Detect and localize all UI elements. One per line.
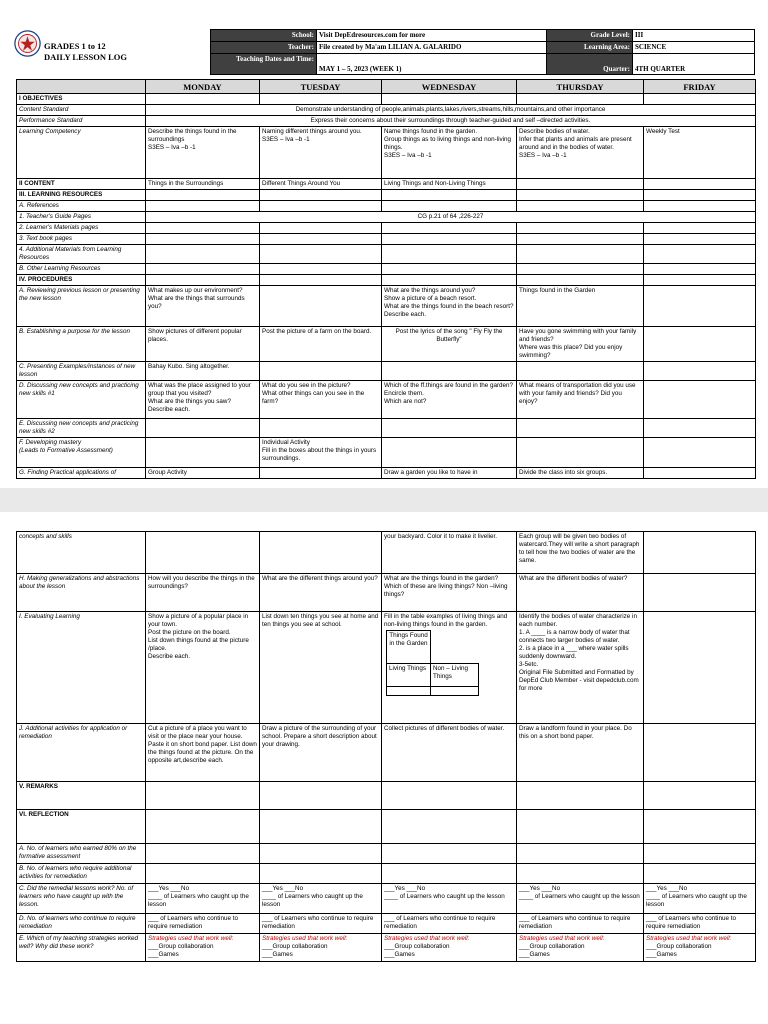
day-monday: MONDAY bbox=[146, 80, 260, 94]
lm-pages-row bbox=[17, 223, 756, 234]
refl-d-label: D. No. of learners who continue to require remediation bbox=[17, 914, 146, 934]
proc-e-label: E. Discussing new concepts and practicing new skills #2 bbox=[17, 419, 146, 438]
section-procedures: IV. PROCEDURES bbox=[17, 275, 146, 286]
quarter-label: Quarter: bbox=[547, 54, 633, 75]
refl-e-thursday bbox=[517, 934, 644, 962]
section-resources: III. LEARNING RESOURCES bbox=[17, 190, 146, 201]
proc-f-monday bbox=[146, 438, 260, 468]
proc-i-tuesday: List down ten things you see at home and ten things you see at school. bbox=[260, 612, 382, 724]
proc-g-cont-thursday: Each group will be given two bodies of watercard.They will write a short paragraph to tell how the two bodies of water are the same. bbox=[517, 532, 644, 574]
resources-row bbox=[17, 190, 756, 201]
proc-d-monday: What was the place assigned to your group that you visited? What are the things you saw? Describe each. bbox=[146, 381, 260, 419]
proc-a-label: A. Reviewing previous lesson or presenting the new lesson bbox=[17, 286, 146, 327]
competency-monday: Describe the things found in the surroundings S3ES – Iva –b -1 bbox=[146, 127, 260, 179]
proc-c-row bbox=[17, 362, 756, 381]
competency-wednesday: Name things found in the garden. Group things as to living things and non-living things. S3ES – Iva –b -1 bbox=[382, 127, 517, 179]
page-1 bbox=[0, 0, 768, 488]
refl-e-monday-strategies: Strategies used that work well: bbox=[148, 935, 234, 942]
refl-d-friday: ___ of Learners who continue to require remediation bbox=[644, 914, 756, 934]
proc-h-monday: How will you describe the things in the surroundings? bbox=[146, 574, 260, 612]
proc-d-tuesday: What do you see in the picture? What other things can you see in the farm? bbox=[260, 381, 382, 419]
proc-j-tuesday: Draw a picture of the surrounding of your school. Prepare a short description about your drawing. bbox=[260, 724, 382, 782]
garden-table-nonliving: Non – Living Things bbox=[431, 664, 479, 687]
refl-c-friday: ___Yes ___No ____ of Learners who caught up the lesson bbox=[644, 884, 756, 914]
page-2 bbox=[0, 512, 768, 1024]
tg-pages-label: 1. Teacher's Guide Pages bbox=[17, 212, 146, 223]
proc-f-row bbox=[17, 438, 756, 468]
content-tuesday: Different Things Around You bbox=[260, 179, 382, 190]
refl-b-label: B. No. of learners who require additional activities for remediation bbox=[17, 864, 146, 884]
proc-i-thursday: Identify the bodies of water characterize in each number. 1. A ____ is a narrow body of water that connects two larger bodies of water. 2. is a place in a ___ where water spills suddenly downward. 3-5etc. Original File Submitted and Formatted by DepEd Club Member - visit depedclub.com for more bbox=[517, 612, 644, 724]
dll-title bbox=[44, 41, 127, 63]
section-content: II CONTENT bbox=[17, 179, 146, 190]
day-tuesday: TUESDAY bbox=[260, 80, 382, 94]
area-value: SCIENCE bbox=[633, 42, 755, 54]
corner-cell bbox=[17, 80, 146, 94]
refl-d-wednesday: ___ of Learners who continue to require remediation bbox=[382, 914, 517, 934]
proc-h-label: H. Making generalizations and abstractions about the lesson bbox=[17, 574, 146, 612]
refl-e-label: E. Which of my teaching strategies worked well? Why did these work? bbox=[17, 934, 146, 962]
procedures-row bbox=[17, 275, 756, 286]
refl-e-tuesday-strategies: Strategies used that work well: bbox=[262, 935, 348, 942]
content-friday bbox=[644, 179, 756, 190]
proc-g-monday: Group Activity bbox=[146, 468, 260, 479]
day-friday: FRIDAY bbox=[644, 80, 756, 94]
proc-a-friday bbox=[644, 286, 756, 327]
school-label: School: bbox=[211, 30, 317, 42]
proc-j-monday: Cut a picture of a place you want to visit or the place near your house. Paste it on short bond paper. List down the things found at the picture. On the opposite art,describe each. bbox=[146, 724, 260, 782]
proc-b-thursday: Have you gone swimming with your family and friends? Where was this place? Did you enjoy swimming? bbox=[517, 327, 644, 362]
references-label: A. References bbox=[17, 201, 146, 212]
proc-i-wednesday bbox=[382, 612, 517, 724]
proc-g-friday bbox=[644, 468, 756, 479]
proc-j-row bbox=[17, 724, 756, 782]
proc-a-thursday: Things found in the Garden bbox=[517, 286, 644, 327]
proc-b-row bbox=[17, 327, 756, 362]
refl-e-monday-options: ___Group collaboration ___Games bbox=[148, 943, 214, 958]
section-remarks: V. REMARKS bbox=[17, 782, 146, 810]
refl-c-label: C. Did the remedial lessons work? No. of learners who have caught up with the lesson. bbox=[17, 884, 146, 914]
proc-j-friday bbox=[644, 724, 756, 782]
references-row bbox=[17, 201, 756, 212]
refl-a-row bbox=[17, 844, 756, 864]
proc-i-label: I. Evaluating Learning bbox=[17, 612, 146, 724]
lesson-log-table-2 bbox=[16, 531, 756, 962]
quarter-value: 4TH QUARTER bbox=[633, 54, 755, 75]
day-header-row bbox=[17, 80, 756, 94]
proc-c-wednesday bbox=[382, 362, 517, 381]
competency-row bbox=[17, 127, 756, 179]
grade-label: Grade Level: bbox=[547, 30, 633, 42]
proc-f-label: F. Developing mastery (Leads to Formative Assessment) bbox=[17, 438, 146, 468]
grade-value: III bbox=[633, 30, 755, 42]
lm-pages-label: 2. Learner's Materials pages bbox=[17, 223, 146, 234]
refl-a-label: A. No. of learners who earned 80% on the formative assessment bbox=[17, 844, 146, 864]
performance-standard-value: Express their concerns about their surroundings through teacher-guided and self –directed activities. bbox=[146, 116, 756, 127]
garden-table-living: Living Things bbox=[387, 664, 431, 687]
section-reflection: VI. REFLECTION bbox=[17, 810, 146, 844]
proc-d-row bbox=[17, 381, 756, 419]
lesson-log-table-1 bbox=[16, 79, 756, 479]
dll-header bbox=[14, 29, 754, 73]
proc-g-thursday: Divide the class into six groups. bbox=[517, 468, 644, 479]
refl-d-monday: ___ of Learners who continue to require remediation bbox=[146, 914, 260, 934]
proc-h-wednesday: What are the things found in the garden? Which of these are living things? Non –living things? bbox=[382, 574, 517, 612]
other-resources-row bbox=[17, 264, 756, 275]
proc-c-friday bbox=[644, 362, 756, 381]
proc-g-cont-row bbox=[17, 532, 756, 574]
remarks-row bbox=[17, 782, 756, 810]
competency-label: Learning Competency bbox=[17, 127, 146, 179]
refl-d-tuesday: ___ of Learners who continue to require remediation bbox=[260, 914, 382, 934]
textbook-pages-row bbox=[17, 234, 756, 245]
refl-c-wednesday: ___Yes ___No ____ of Learners who caught up the lesson bbox=[382, 884, 517, 914]
refl-e-tuesday bbox=[260, 934, 382, 962]
refl-e-friday bbox=[644, 934, 756, 962]
reflection-row bbox=[17, 810, 756, 844]
additional-materials-label: 4. Additional Materials from Learning Resources bbox=[17, 245, 146, 264]
proc-g-tuesday bbox=[260, 468, 382, 479]
proc-d-thursday: What means of transportation did you use with your family and friends? Did you enjoy? bbox=[517, 381, 644, 419]
performance-standard-label: Performance Standard bbox=[17, 116, 146, 127]
additional-materials-row bbox=[17, 245, 756, 264]
proc-g-cont-wednesday: your backyard. Color it to make it livelier. bbox=[382, 532, 517, 574]
proc-c-label: C. Presenting Examples/instances of new lesson bbox=[17, 362, 146, 381]
deped-seal-icon bbox=[14, 30, 41, 57]
proc-b-label: B. Establishing a purpose for the lesson bbox=[17, 327, 146, 362]
proc-a-row bbox=[17, 286, 756, 327]
proc-c-monday: Bahay Kubo. Sing altogether. bbox=[146, 362, 260, 381]
proc-g-cont-tuesday bbox=[260, 532, 382, 574]
refl-c-monday: ___Yes ___No ____ of Learners who caught up the lesson bbox=[146, 884, 260, 914]
proc-f-thursday bbox=[517, 438, 644, 468]
proc-i-monday: Show a picture of a popular place in your town. Post the picture on the board. List down things found at the picture /place. Describe each. bbox=[146, 612, 260, 724]
refl-b-row bbox=[17, 864, 756, 884]
content-row bbox=[17, 179, 756, 190]
competency-thursday: Describe bodies of water. Infer that plants and animals are present around and in the bodies of water. S3ES – Iva –b -1 bbox=[517, 127, 644, 179]
refl-d-row bbox=[17, 914, 756, 934]
refl-e-tuesday-options: ___Group collaboration ___Games bbox=[262, 943, 328, 958]
proc-g-cont-label: concepts and skills bbox=[17, 532, 146, 574]
day-thursday: THURSDAY bbox=[517, 80, 644, 94]
tg-pages-value: CG p.21 of 64 ,226-227 bbox=[146, 212, 756, 223]
proc-b-wednesday: Post the lyrics of the song " Fly Fly the Butterfly" bbox=[382, 327, 517, 362]
proc-j-thursday: Draw a landform found in your place. Do this on a short bond paper. bbox=[517, 724, 644, 782]
dates-label: Teaching Dates and Time: bbox=[211, 54, 317, 75]
refl-e-thursday-options: ___Group collaboration ___Games bbox=[519, 943, 585, 958]
proc-g-cont-friday bbox=[644, 532, 756, 574]
content-standard-label: Content Standard bbox=[17, 105, 146, 116]
dates-value: MAY 1 – 5, 2023 (WEEK 1) bbox=[317, 54, 547, 75]
title-line1: GRADES 1 to 12 bbox=[44, 41, 106, 51]
content-thursday bbox=[517, 179, 644, 190]
proc-e-row bbox=[17, 419, 756, 438]
content-standard-value: Demonstrate understanding of people,animals,plants,lakes,rivers,streams,hills,mountains,and other importance bbox=[146, 105, 756, 116]
school-value: Visit DepEdresources.com for more bbox=[317, 30, 547, 42]
proc-h-thursday: What are the different bodies of water? bbox=[517, 574, 644, 612]
proc-d-friday bbox=[644, 381, 756, 419]
proc-h-friday bbox=[644, 574, 756, 612]
content-wednesday: Living Things and Non-Living Things bbox=[382, 179, 517, 190]
competency-tuesday: Naming different things around you. S3ES – Iva –b -1 bbox=[260, 127, 382, 179]
proc-i-row bbox=[17, 612, 756, 724]
garden-table-title: Things Found in the Garden bbox=[387, 631, 431, 664]
proc-f-wednesday bbox=[382, 438, 517, 468]
proc-a-monday: What makes up our environment? What are the things that surrounds you? bbox=[146, 286, 260, 327]
proc-d-wednesday: Which of the ff.things are found in the garden?Encircle them. Which are not? bbox=[382, 381, 517, 419]
proc-h-tuesday: What are the different things around you? bbox=[260, 574, 382, 612]
proc-d-label: D. Discussing new concepts and practicing new skills #1 bbox=[17, 381, 146, 419]
refl-e-thursday-strategies: Strategies used that work well: bbox=[519, 935, 605, 942]
proc-j-wednesday: Collect pictures of different bodies of water. bbox=[382, 724, 517, 782]
other-resources-label: B. Other Learning Resources bbox=[17, 264, 146, 275]
proc-j-label: J. Additional activities for application or remediation bbox=[17, 724, 146, 782]
title-line2: DAILY LESSON LOG bbox=[44, 52, 127, 62]
refl-d-thursday: ___ of Learners who continue to require remediation bbox=[517, 914, 644, 934]
refl-e-friday-options: ___Group collaboration ___Games bbox=[646, 943, 712, 958]
tg-pages-row bbox=[17, 212, 756, 223]
objectives-row bbox=[17, 94, 756, 105]
proc-c-tuesday bbox=[260, 362, 382, 381]
textbook-pages-label: 3. Text book pages bbox=[17, 234, 146, 245]
proc-a-tuesday bbox=[260, 286, 382, 327]
day-wednesday: WEDNESDAY bbox=[382, 80, 517, 94]
proc-g-wednesday: Draw a garden you like to have in bbox=[382, 468, 517, 479]
refl-c-row bbox=[17, 884, 756, 914]
proc-g-row bbox=[17, 468, 756, 479]
proc-g-cont-monday bbox=[146, 532, 260, 574]
proc-g-label: G. Finding Practical applications of bbox=[17, 468, 146, 479]
refl-e-row bbox=[17, 934, 756, 962]
section-objectives: I OBJECTIVES bbox=[17, 94, 146, 105]
teacher-label: Teacher: bbox=[211, 42, 317, 54]
refl-e-wednesday-options: ___Group collaboration ___Games bbox=[384, 943, 450, 958]
content-standard-row bbox=[17, 105, 756, 116]
area-label: Learning Area: bbox=[547, 42, 633, 54]
proc-b-monday: Show pictures of different popular places. bbox=[146, 327, 260, 362]
proc-h-row bbox=[17, 574, 756, 612]
proc-f-tuesday: Individual Activity Fill in the boxes about the things in yours surroundings. bbox=[260, 438, 382, 468]
refl-c-thursday: ___Yes ___No ____ of Learners who caught up the lesson bbox=[517, 884, 644, 914]
performance-standard-row bbox=[17, 116, 756, 127]
header-info-table bbox=[210, 29, 755, 75]
refl-e-wednesday bbox=[382, 934, 517, 962]
refl-e-wednesday-strategies: Strategies used that work well: bbox=[384, 935, 470, 942]
proc-b-friday bbox=[644, 327, 756, 362]
refl-e-friday-strategies: Strategies used that work well: bbox=[646, 935, 732, 942]
proc-c-thursday bbox=[517, 362, 644, 381]
garden-table bbox=[386, 630, 479, 696]
proc-a-wednesday: What are the things around you? Show a picture of a beach resort. What are the things found in the beach resort? Describe each. bbox=[382, 286, 517, 327]
proc-i-wednesday-text: Fill in the table examples of living things and non-living things found in the garden. bbox=[384, 613, 508, 628]
refl-e-monday bbox=[146, 934, 260, 962]
competency-friday: Weekly Test bbox=[644, 127, 756, 179]
proc-i-friday bbox=[644, 612, 756, 724]
teacher-value: File created by Ma'am LILIAN A. GALARIDO bbox=[317, 42, 547, 54]
refl-c-tuesday: ___Yes ___No ____ of Learners who caught up the lesson bbox=[260, 884, 382, 914]
proc-b-tuesday: Post the picture of a farm on the board. bbox=[260, 327, 382, 362]
proc-f-friday bbox=[644, 438, 756, 468]
content-monday: Things in the Surroundings bbox=[146, 179, 260, 190]
